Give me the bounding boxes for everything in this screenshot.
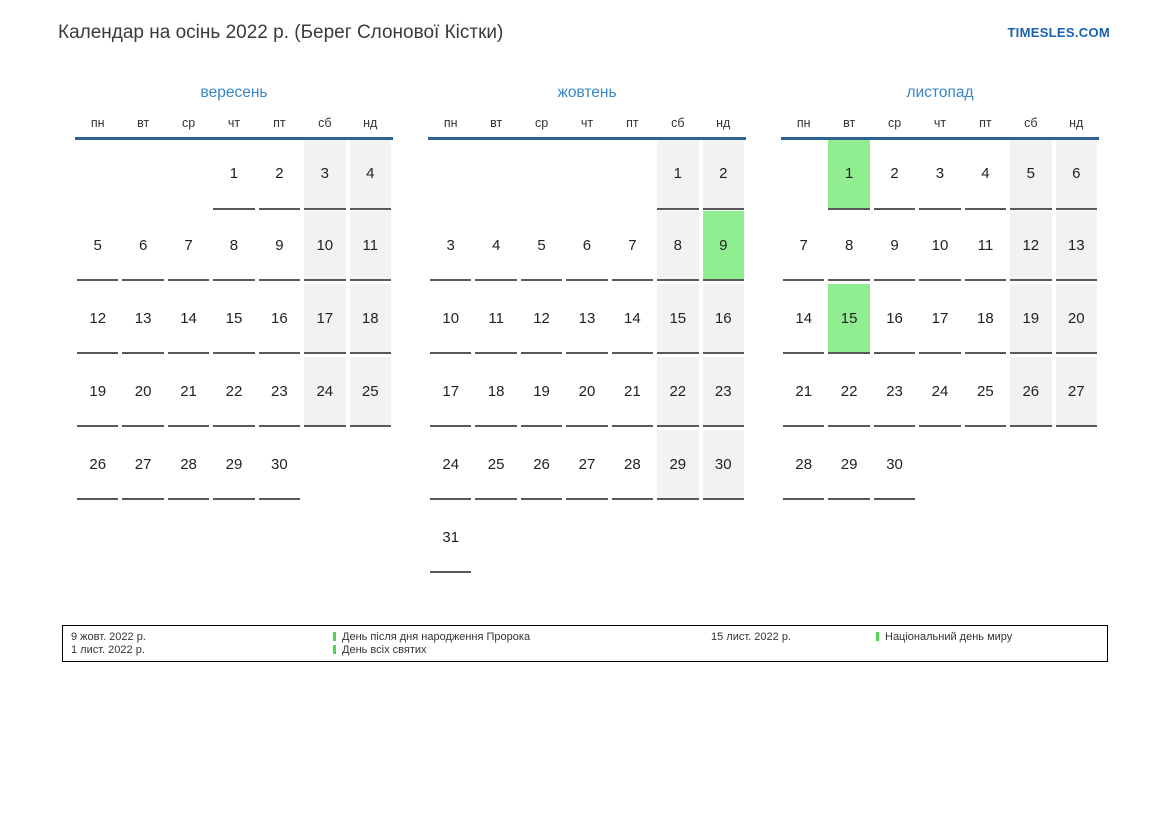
day-cell: 3 [919,140,960,210]
month-grid [75,110,393,503]
day-cell: 8 [213,211,254,281]
day-cell: 4 [350,140,391,210]
day-cell: 27 [566,430,607,500]
day-slot [211,284,256,357]
day-cell: 19 [77,357,118,427]
day-cell: 23 [703,357,744,427]
legend-date: 9 жовт. 2022 р. [71,631,146,643]
page-title: Календар на осінь 2022 р. (Берег Слонової Кістки) [58,22,504,43]
day-slot [257,138,302,211]
day-slot [872,138,917,211]
legend-date: 1 лист. 2022 р. [71,644,145,656]
day-cell: 7 [612,211,653,281]
day-cell: 14 [612,284,653,354]
day-cell: 20 [566,357,607,427]
month-grid [428,110,746,576]
day-cell: 20 [122,357,163,427]
legend-date: 15 лист. 2022 р. [711,631,791,643]
empty-day-cell [430,140,471,210]
empty-day-cell [1010,430,1051,500]
day-cell: 25 [350,357,391,427]
day-slot [564,357,609,430]
day-slot [519,430,564,503]
day-cell: 13 [122,284,163,354]
day-cell: 19 [1010,284,1051,354]
weekday-label: чт [211,110,256,138]
day-slot [701,138,746,211]
legend-row [71,644,1099,657]
day-slot [473,357,518,430]
day-cell: 4 [965,140,1006,210]
day-cell: 8 [828,211,869,281]
day-slot [302,357,347,430]
day-slot [166,211,211,284]
week-row [75,430,393,503]
day-slot [302,138,347,211]
day-cell: 16 [703,284,744,354]
day-cell: 25 [965,357,1006,427]
day-slot [473,211,518,284]
day-slot [120,284,165,357]
day-cell: 26 [77,430,118,500]
day-slot [428,357,473,430]
day-cell: 30 [874,430,915,500]
day-slot [120,430,165,503]
day-slot [257,430,302,503]
holiday-marker-icon [333,632,336,641]
week-row [781,430,1099,503]
weekday-label: сб [655,110,700,138]
day-cell: 14 [168,284,209,354]
week-row [428,430,746,503]
day-slot [963,430,1008,503]
day-slot [655,430,700,503]
day-slot [1008,430,1053,503]
holiday-marker-icon [876,632,879,641]
empty-day-cell [521,503,562,573]
empty-day-cell [350,430,391,500]
month-2 [428,84,746,576]
empty-day-cell [612,503,653,573]
day-slot [120,211,165,284]
day-slot [211,138,256,211]
empty-day-cell [657,503,698,573]
week-row [75,211,393,284]
day-slot [1054,357,1099,430]
weekday-label: сб [302,110,347,138]
day-cell: 11 [350,211,391,281]
day-slot [872,430,917,503]
month-grid [781,110,1099,503]
day-cell: 24 [430,430,471,500]
day-slot [211,357,256,430]
day-slot [564,138,609,211]
day-slot [655,503,700,576]
day-slot [655,284,700,357]
day-slot [519,284,564,357]
week-row [781,357,1099,430]
day-slot [826,138,871,211]
day-slot [1008,211,1053,284]
week-row [428,284,746,357]
empty-day-cell [122,140,163,210]
day-cell: 6 [122,211,163,281]
day-slot [826,357,871,430]
day-slot [701,284,746,357]
week-row [428,211,746,284]
day-cell: 9 [874,211,915,281]
day-slot [348,357,393,430]
empty-day-cell [566,503,607,573]
empty-day-cell [168,140,209,210]
day-slot [428,138,473,211]
day-slot [1054,284,1099,357]
empty-day-cell [965,430,1006,500]
empty-day-cell [1056,430,1097,500]
weekday-label: пт [257,110,302,138]
day-cell: 21 [168,357,209,427]
day-slot [564,211,609,284]
empty-day-cell [304,430,345,500]
day-cell: 3 [304,140,345,210]
day-cell: 17 [430,357,471,427]
empty-day-cell [612,140,653,210]
day-cell: 31 [430,503,471,573]
day-slot [610,211,655,284]
day-slot [348,138,393,211]
day-slot [826,284,871,357]
day-slot [1008,284,1053,357]
empty-day-cell [783,140,824,210]
weekday-label: пн [781,110,826,138]
day-slot [1054,211,1099,284]
day-cell: 3 [430,211,471,281]
day-slot [166,430,211,503]
day-cell: 10 [430,284,471,354]
day-cell: 10 [919,211,960,281]
week-row [428,503,746,576]
day-cell: 26 [521,430,562,500]
day-cell: 25 [475,430,516,500]
legend-label: День всіх святих [333,644,711,657]
day-slot [564,284,609,357]
day-cell: 7 [168,211,209,281]
calendar-months [75,84,1169,576]
legend-label: Національний день миру [876,631,1099,644]
day-slot [1054,430,1099,503]
site-link[interactable]: TIMESLES.COM [1007,25,1110,40]
day-cell: 12 [77,284,118,354]
weekday-label: нд [701,110,746,138]
day-slot [655,211,700,284]
weekday-label: нд [1054,110,1099,138]
day-cell: 15 [657,284,698,354]
day-cell: 22 [828,357,869,427]
weekday-label: вт [826,110,871,138]
day-cell: 29 [213,430,254,500]
week-row [781,138,1099,211]
weekday-label: пт [610,110,655,138]
day-slot [610,357,655,430]
weekday-label: вт [473,110,518,138]
empty-day-cell [77,140,118,210]
week-row [75,357,393,430]
day-slot [701,357,746,430]
day-cell: 2 [874,140,915,210]
holiday-legend [62,625,1108,662]
day-cell: 22 [657,357,698,427]
day-slot [826,211,871,284]
day-slot [701,503,746,576]
day-slot [963,211,1008,284]
weekday-label: ср [872,110,917,138]
week-row [428,138,746,211]
day-slot [917,138,962,211]
day-cell: 11 [965,211,1006,281]
day-slot [302,430,347,503]
day-cell: 1 [657,140,698,210]
day-slot [564,503,609,576]
day-slot [302,211,347,284]
day-slot [166,138,211,211]
day-slot [610,138,655,211]
day-slot [564,430,609,503]
weekday-label: нд [348,110,393,138]
day-cell: 29 [657,430,698,500]
day-slot [781,284,826,357]
day-cell: 28 [168,430,209,500]
day-slot [781,211,826,284]
day-cell: 28 [783,430,824,500]
day-slot [211,430,256,503]
empty-day-cell [919,430,960,500]
day-cell: 12 [521,284,562,354]
day-slot [655,357,700,430]
weekday-label: пт [963,110,1008,138]
day-slot [917,284,962,357]
day-cell: 2 [259,140,300,210]
day-cell: 27 [1056,357,1097,427]
day-slot [519,357,564,430]
day-slot [166,284,211,357]
weekday-label: сб [1008,110,1053,138]
day-cell: 22 [213,357,254,427]
day-slot [211,211,256,284]
weekday-header-row [428,110,746,138]
day-cell: 24 [304,357,345,427]
weekday-label: вт [120,110,165,138]
day-slot [428,284,473,357]
day-slot [120,357,165,430]
week-row [781,211,1099,284]
day-slot [75,138,120,211]
legend-label [876,644,1099,657]
day-cell: 5 [521,211,562,281]
day-slot [917,357,962,430]
day-slot [1008,357,1053,430]
day-cell: 16 [874,284,915,354]
day-cell: 21 [783,357,824,427]
month-title: листопад [906,84,974,101]
day-slot [963,284,1008,357]
empty-day-cell [566,140,607,210]
holiday-day-cell: 9 [703,211,744,281]
holiday-day-cell: 1 [828,140,869,210]
weekday-label: чт [564,110,609,138]
day-cell: 16 [259,284,300,354]
legend-row [71,631,1099,644]
day-slot [519,503,564,576]
day-slot [826,430,871,503]
day-cell: 10 [304,211,345,281]
holiday-day-cell: 15 [828,284,869,354]
weekday-label: пн [75,110,120,138]
week-row [75,138,393,211]
day-slot [473,138,518,211]
day-cell: 2 [703,140,744,210]
day-slot [428,430,473,503]
day-cell: 28 [612,430,653,500]
day-cell: 6 [566,211,607,281]
week-row [75,284,393,357]
day-slot [473,430,518,503]
day-slot [166,357,211,430]
day-cell: 1 [213,140,254,210]
page-header [0,0,1169,44]
day-slot [963,138,1008,211]
empty-day-cell [475,140,516,210]
day-slot [473,284,518,357]
weekday-header-row [781,110,1099,138]
weekday-label: ср [166,110,211,138]
day-slot [610,430,655,503]
day-slot [257,284,302,357]
day-cell: 20 [1056,284,1097,354]
day-slot [701,211,746,284]
day-slot [610,284,655,357]
day-cell: 19 [521,357,562,427]
day-slot [610,503,655,576]
day-slot [701,430,746,503]
day-slot [348,284,393,357]
month-title: вересень [200,84,268,101]
day-slot [75,284,120,357]
legend-label: День після дня народження Пророка [333,631,711,644]
month-title: жовтень [557,84,617,101]
day-cell: 23 [874,357,915,427]
week-row [428,357,746,430]
day-slot [872,211,917,284]
day-slot [872,284,917,357]
day-cell: 17 [304,284,345,354]
day-slot [1008,138,1053,211]
day-slot [348,430,393,503]
day-slot [872,357,917,430]
weekday-header-row [75,110,393,138]
weekday-label: чт [917,110,962,138]
day-cell: 23 [259,357,300,427]
empty-day-cell [521,140,562,210]
day-slot [917,430,962,503]
day-cell: 18 [475,357,516,427]
day-cell: 27 [122,430,163,500]
day-slot [519,211,564,284]
week-row [781,284,1099,357]
weekday-label: пн [428,110,473,138]
day-cell: 11 [475,284,516,354]
day-slot [120,138,165,211]
month-1 [75,84,393,576]
day-slot [302,284,347,357]
day-cell: 13 [1056,211,1097,281]
day-slot [75,430,120,503]
day-cell: 29 [828,430,869,500]
day-cell: 13 [566,284,607,354]
empty-day-cell [703,503,744,573]
day-cell: 18 [350,284,391,354]
empty-day-cell [475,503,516,573]
day-slot [348,211,393,284]
day-slot [781,138,826,211]
legend-date [711,644,876,657]
day-cell: 15 [213,284,254,354]
day-cell: 4 [475,211,516,281]
day-slot [257,211,302,284]
day-cell: 24 [919,357,960,427]
day-slot [963,357,1008,430]
day-cell: 26 [1010,357,1051,427]
day-slot [75,211,120,284]
day-cell: 9 [259,211,300,281]
day-cell: 7 [783,211,824,281]
day-cell: 6 [1056,140,1097,210]
day-slot [75,357,120,430]
day-cell: 14 [783,284,824,354]
day-slot [781,430,826,503]
day-cell: 8 [657,211,698,281]
day-slot [781,357,826,430]
day-slot [473,503,518,576]
day-slot [1054,138,1099,211]
day-slot [917,211,962,284]
day-cell: 12 [1010,211,1051,281]
day-cell: 5 [77,211,118,281]
day-cell: 17 [919,284,960,354]
day-slot [428,211,473,284]
day-slot [655,138,700,211]
day-cell: 18 [965,284,1006,354]
month-3 [781,84,1099,576]
day-slot [519,138,564,211]
day-slot [428,503,473,576]
holiday-marker-icon [333,645,336,654]
weekday-label: ср [519,110,564,138]
day-cell: 30 [703,430,744,500]
day-cell: 5 [1010,140,1051,210]
day-cell: 21 [612,357,653,427]
day-slot [257,357,302,430]
day-cell: 30 [259,430,300,500]
